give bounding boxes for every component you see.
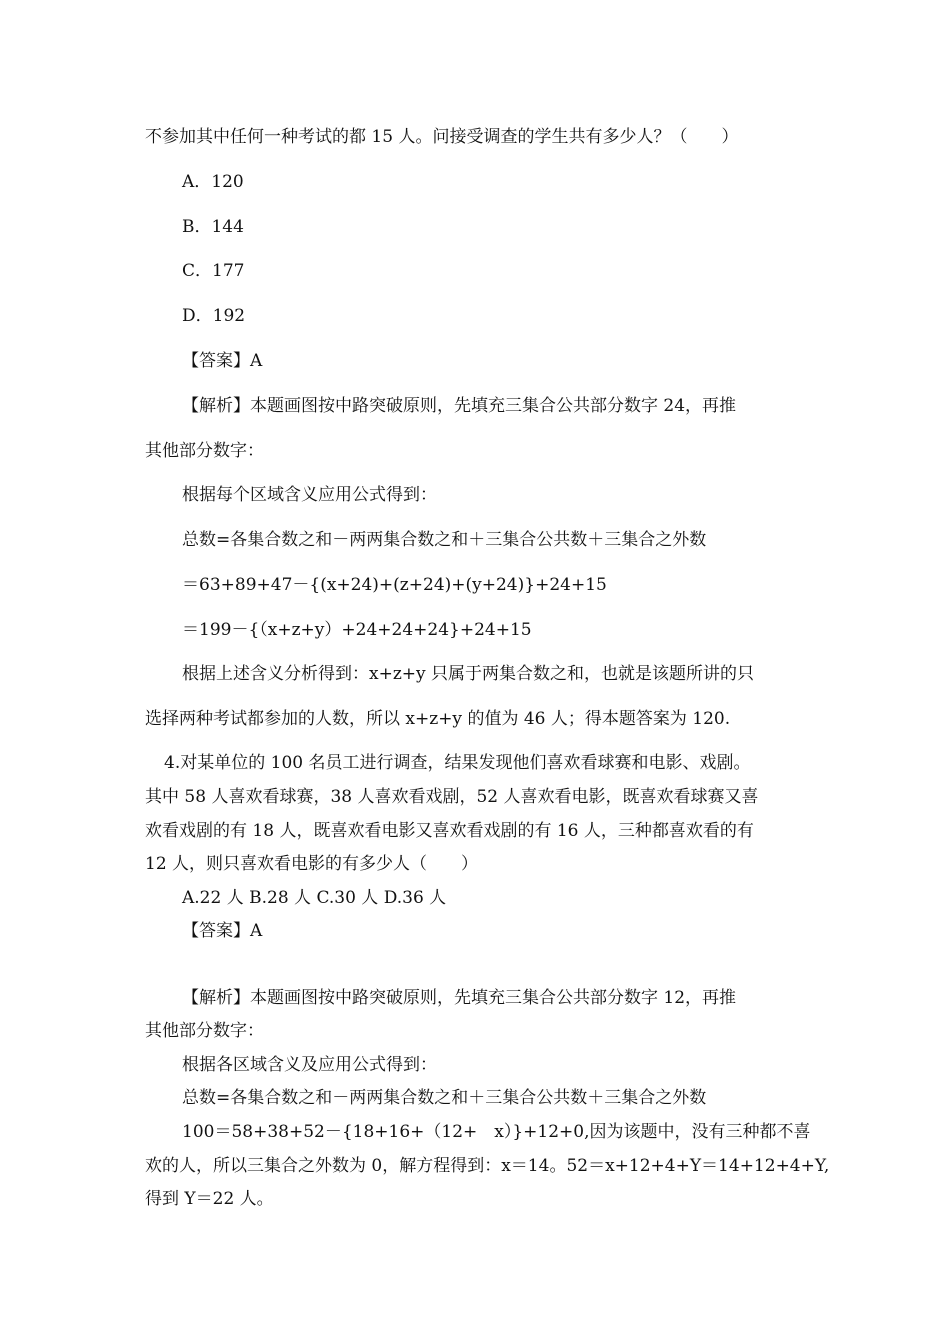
question-4-stem-line: 欢看戏剧的有 18 人，既喜欢看电影又喜欢看戏剧的有 16 人，三种都喜欢看的有 (145, 821, 754, 841)
question-4-analysis-line: 根据各区域含义及应用公式得到： (182, 1055, 437, 1075)
question-4-analysis-line: 【解析】本题画图按中路突破原则，先填充三集合公共部分数字 12，再推 (182, 988, 737, 1008)
question-4-stem-line: 4.对某单位的 100 名员工进行调查，结果发现他们喜欢看球赛和电影、戏剧。 (164, 753, 751, 773)
question-3-formula-line: ＝199－{（x+z+y）+24+24+24}+24+15 (182, 620, 532, 640)
question-4-options: A.22 人 B.28 人 C.30 人 D.36 人 (182, 888, 447, 908)
question-3-option-d: D．192 (182, 306, 246, 326)
question-3-option-c: C．177 (182, 261, 245, 281)
question-3-analysis-line: 其他部分数字： (145, 441, 264, 461)
question-4-answer: 【答案】A (182, 921, 263, 941)
question-3-analysis-line: 【解析】本题画图按中路突破原则，先填充三集合公共部分数字 24，再推 (182, 396, 737, 416)
question-4-formula-line: 100＝58+38+52－{18+16+（12+ x）}+12+0,因为该题中，没有三种都不喜 (182, 1122, 811, 1142)
question-4-analysis-line: 欢的人，所以三集合之外数为 0，解方程得到：x＝14。52＝x+12+4+Y＝14+12+4+Y, (145, 1156, 830, 1176)
question-3-stem-tail: 不参加其中任何一种考试的都 15 人。问接受调查的学生共有多少人？（ ） (145, 127, 739, 147)
question-3-answer: 【答案】A (182, 351, 263, 371)
question-3-analysis-line: 根据上述含义分析得到：x+z+y 只属于两集合数之和，也就是该题所讲的只 (182, 664, 755, 684)
question-4-stem-line: 12 人，则只喜欢看电影的有多少人（ ） (145, 854, 479, 874)
question-3-formula-line: ＝63+89+47－{(x+24)+(z+24)+(y+24)}+24+15 (182, 575, 607, 595)
question-3-formula-line: 总数=各集合数之和－两两集合数之和＋三集合公共数＋三集合之外数 (182, 530, 707, 550)
question-4-analysis-line: 其他部分数字： (145, 1021, 264, 1041)
question-3-analysis-line: 选择两种考试都参加的人数，所以 x+z+y 的值为 46 人；得本题答案为 120. (145, 709, 731, 729)
question-4-analysis-line: 得到 Y＝22 人。 (145, 1189, 274, 1209)
question-3-option-a: A．120 (182, 172, 244, 192)
question-3-option-b: B．144 (182, 217, 244, 237)
question-4-formula-line: 总数=各集合数之和－两两集合数之和＋三集合公共数＋三集合之外数 (182, 1088, 707, 1108)
question-3-analysis-line: 根据每个区域含义应用公式得到： (182, 485, 437, 505)
question-4-stem-line: 其中 58 人喜欢看球赛，38 人喜欢看戏剧，52 人喜欢看电影，既喜欢看球赛又喜 (145, 787, 759, 807)
